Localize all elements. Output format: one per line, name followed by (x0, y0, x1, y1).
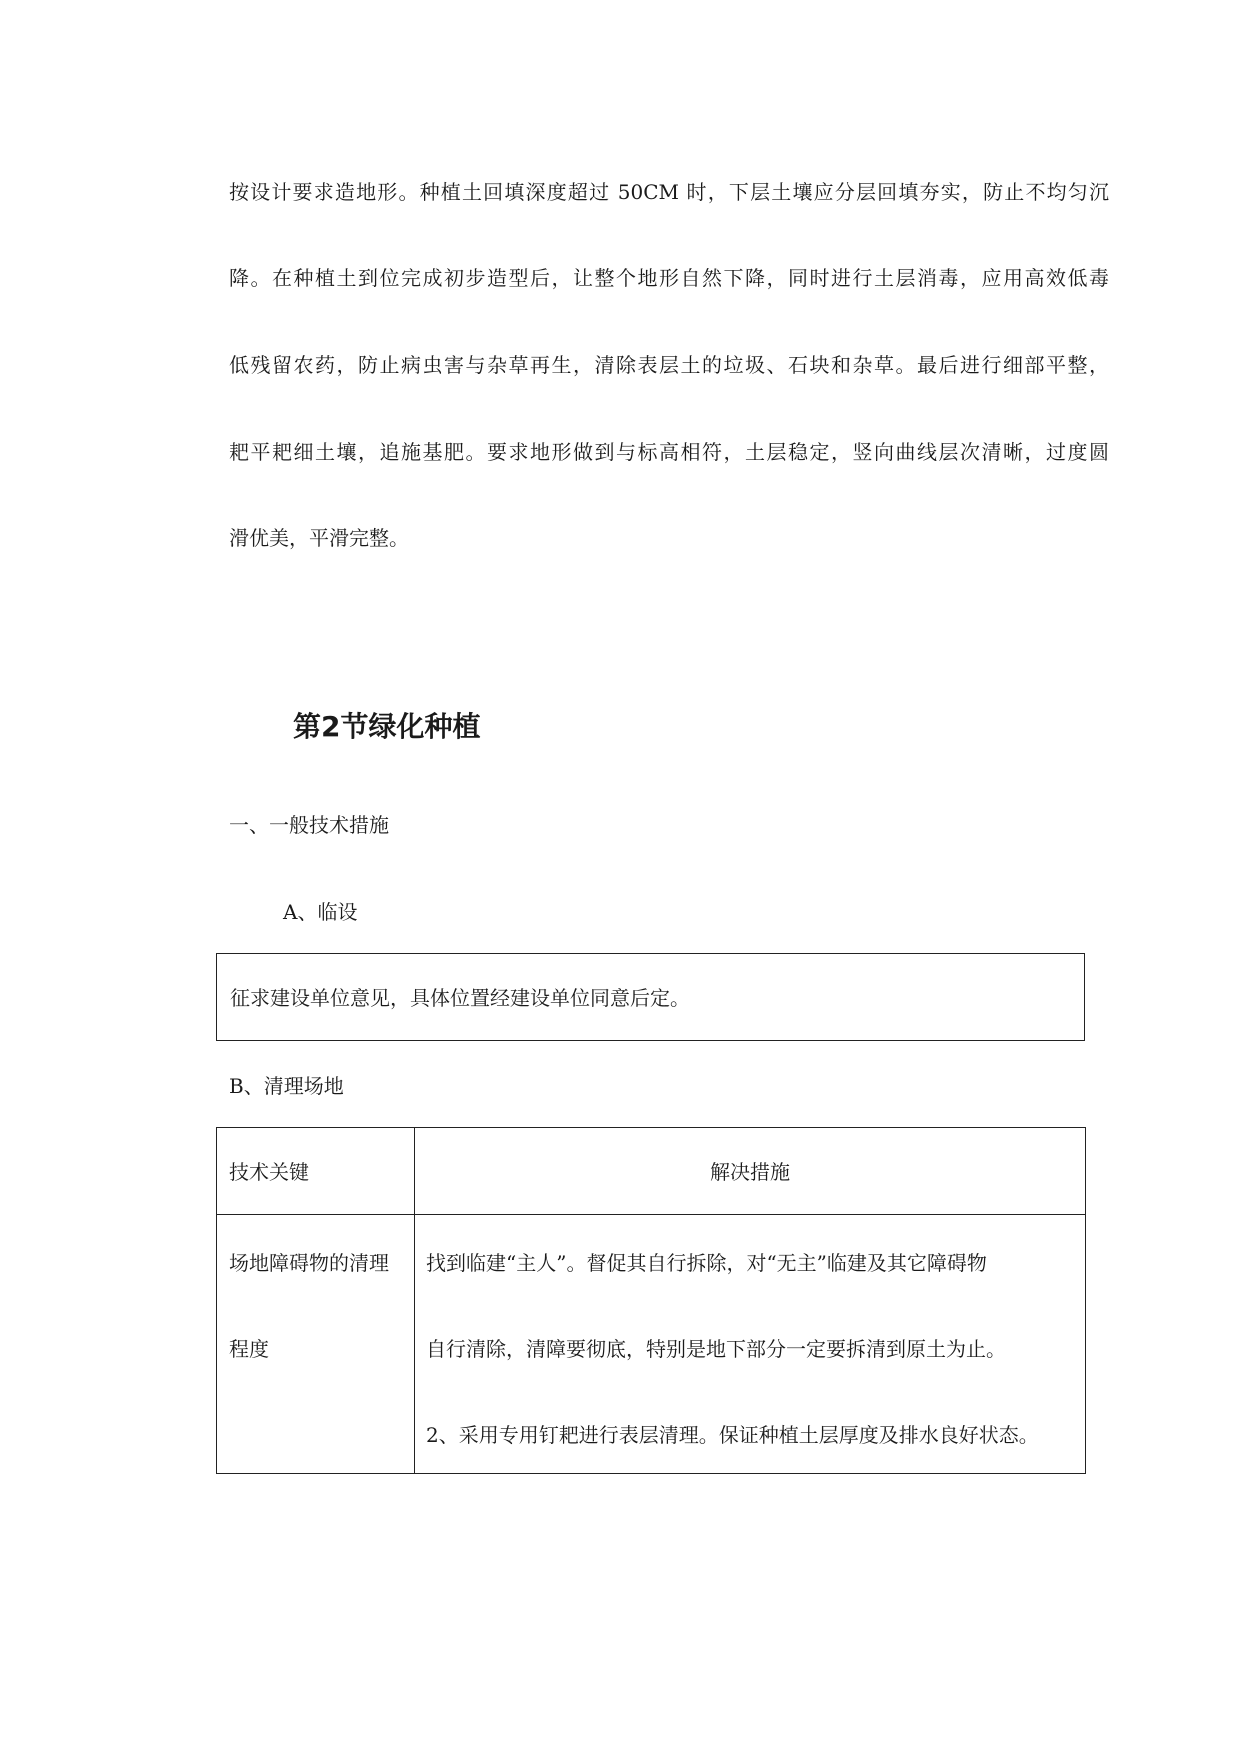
measure-cell (415, 1215, 1086, 1474)
paragraph-line: 按设计要求造地形。种植土回填深度超过 50CM 时，下层土壤应分层回填夯实，防止不均匀沉 (229, 180, 1109, 204)
table-header-cell (217, 1128, 415, 1215)
header-key-label: 技术关键 (229, 1160, 309, 1184)
key-cell (217, 1215, 415, 1474)
item-b-heading: B、清理场地 (229, 1074, 344, 1098)
paragraph-line: 滑优美，平滑完整。 (229, 526, 409, 550)
paragraph-line: 降。在种植土到位完成初步造型后，让整个地形自然下降，同时进行土层消毒，应用高效低毒 (229, 266, 1109, 290)
section-title: 第2节绿化种植 (293, 710, 481, 743)
paragraph-line: 耙平耙细土壤，追施基肥。要求地形做到与标高相符，土层稳定，竖向曲线层次清晰，过度圆 (229, 440, 1109, 464)
item-a-box (216, 953, 1085, 1041)
measure-line: 2、采用专用钉耙进行表层清理。保证种植土层厚度及排水良好状态。 (426, 1423, 1039, 1447)
item-a-box-text: 征求建设单位意见，具体位置经建设单位同意后定。 (230, 986, 690, 1010)
table-header-cell (415, 1128, 1086, 1215)
table-header-row (217, 1128, 1086, 1215)
table-row (217, 1215, 1086, 1474)
subsection-heading: 一、一般技术措施 (229, 813, 389, 837)
item-a-heading: A、临设 (283, 900, 358, 924)
header-measure-label: 解决措施 (710, 1160, 790, 1184)
measure-line: 自行清除，清障要彻底，特别是地下部分一定要拆清到原土为止。 (426, 1337, 1006, 1361)
measure-line: 找到临建“主人”。督促其自行拆除，对“无主”临建及其它障碍物 (426, 1251, 987, 1275)
key-line: 场地障碍物的清理 (229, 1251, 389, 1275)
paragraph-line: 低残留农药，防止病虫害与杂草再生，清除表层土的垃圾、石块和杂草。最后进行细部平整， (229, 353, 1109, 377)
key-line: 程度 (229, 1337, 269, 1361)
technical-measures-table (216, 1127, 1086, 1474)
